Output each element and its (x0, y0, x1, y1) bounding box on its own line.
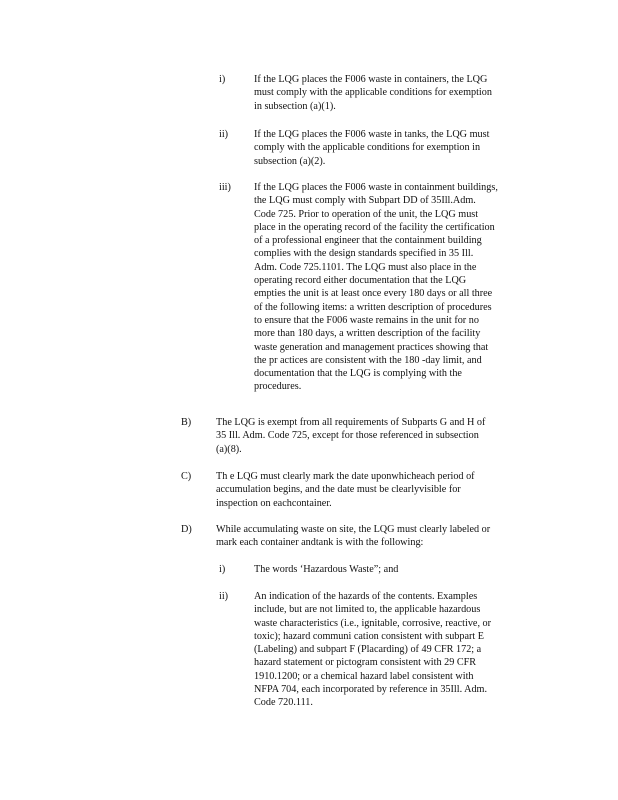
text-line: NFPA 704, each incorporated by reference in 35Ill. Adm. (254, 684, 488, 696)
text-line: If the LQG places the F006 waste in containers, the LQG (254, 74, 488, 85)
item-label: ii) (219, 129, 229, 140)
text-line: If the LQG places the F006 waste in containment buildings, (254, 182, 498, 193)
text-line: (a)(8). (216, 443, 242, 455)
list-item (254, 73, 526, 113)
text-line: hazard statement or pictogram consistent with 29 CFR (254, 657, 477, 669)
text-line: include, but are not limited to, the applicable hazardous (254, 604, 481, 616)
text-line: Adm. Code 725.1101. The LQG must also place in the (254, 261, 477, 273)
item-label: i) (219, 74, 226, 85)
text-line: Code 720.111. (254, 697, 313, 709)
text-line: procedures. (254, 381, 302, 393)
text-line: of the following items: a written description of procedures (254, 301, 492, 313)
text-line: more than 180 days, a written description of the facility (254, 328, 481, 340)
text-line: waste generation and management practices showing that (254, 341, 489, 353)
list-item (216, 470, 536, 510)
text-line: (Labeling) and subpart F (Placarding) of 49 CFR 172; a (254, 644, 482, 656)
text-line: subsection (a)(2). (254, 155, 326, 167)
list-item (254, 128, 529, 168)
text-line: to ensure that the F006 waste remains in the unit for no (254, 314, 479, 326)
list-item (254, 181, 536, 394)
text-line: If the LQG places the F006 waste in tanks, the LQG must (254, 129, 490, 140)
text-line: in subsection (a)(1). (254, 100, 336, 112)
list-item (254, 590, 534, 710)
text-line: The words ‘Hazardous Waste”; and (254, 564, 399, 575)
text-line: The LQG is exempt from all requirements of Subparts G and H of (216, 417, 486, 428)
text-line: empties the unit is at least once every 180 days or all three (254, 288, 493, 300)
text-line: mark each container andtank is with the following: (216, 537, 424, 549)
list-item (216, 416, 536, 456)
text-line: the LQG must comply with Subpart DD of 35Ill.Adm. (254, 195, 476, 207)
text-line: place in the operating record of the facility the certification (254, 221, 495, 233)
list-item (254, 563, 526, 576)
text-line: of a professional engineer that the containment building (254, 235, 482, 247)
item-label: iii) (219, 182, 231, 193)
text-line: inspection on eachcontainer. (216, 497, 332, 509)
text-line: documentation that the LQG is complying with the (254, 368, 462, 380)
text-line: waste characteristics (i.e., ignitable, corrosive, reactive, or (254, 617, 492, 629)
text-line: While accumulating waste on site, the LQG must clearly labeled or (216, 524, 491, 535)
text-line: 35 Ill. Adm. Code 725, except for those referenced in subsection (216, 430, 479, 442)
item-label: C) (181, 471, 192, 482)
text-line: operating record either documentation that the LQG (254, 275, 467, 287)
list-item (216, 523, 546, 550)
item-label: D) (181, 524, 192, 535)
text-line: must comply with the applicable conditions for exemption (254, 87, 492, 99)
text-line: the pr actices are consistent with the 180 -day limit, and (254, 354, 482, 366)
item-label: i) (219, 564, 226, 575)
text-line: An indication of the hazards of the contents. Examples (254, 591, 478, 602)
text-line: complies with the design standards specified in 35 Ill. (254, 248, 474, 260)
item-label: ii) (219, 591, 229, 602)
text-line: Code 725. Prior to operation of the unit, the LQG must (254, 208, 479, 220)
item-label: B) (181, 417, 192, 428)
text-line: toxic); hazard communi cation consistent with subpart E (254, 630, 485, 642)
text-line: accumulation begins, and the date must be clearlyvisible for (216, 484, 461, 496)
text-line: 1910.1200; or a chemical hazard label consistent with (254, 670, 474, 682)
text-line: comply with the applicable conditions for exemption in (254, 142, 481, 154)
text-line: Th e LQG must clearly mark the date uponwhicheach period of (216, 471, 475, 482)
